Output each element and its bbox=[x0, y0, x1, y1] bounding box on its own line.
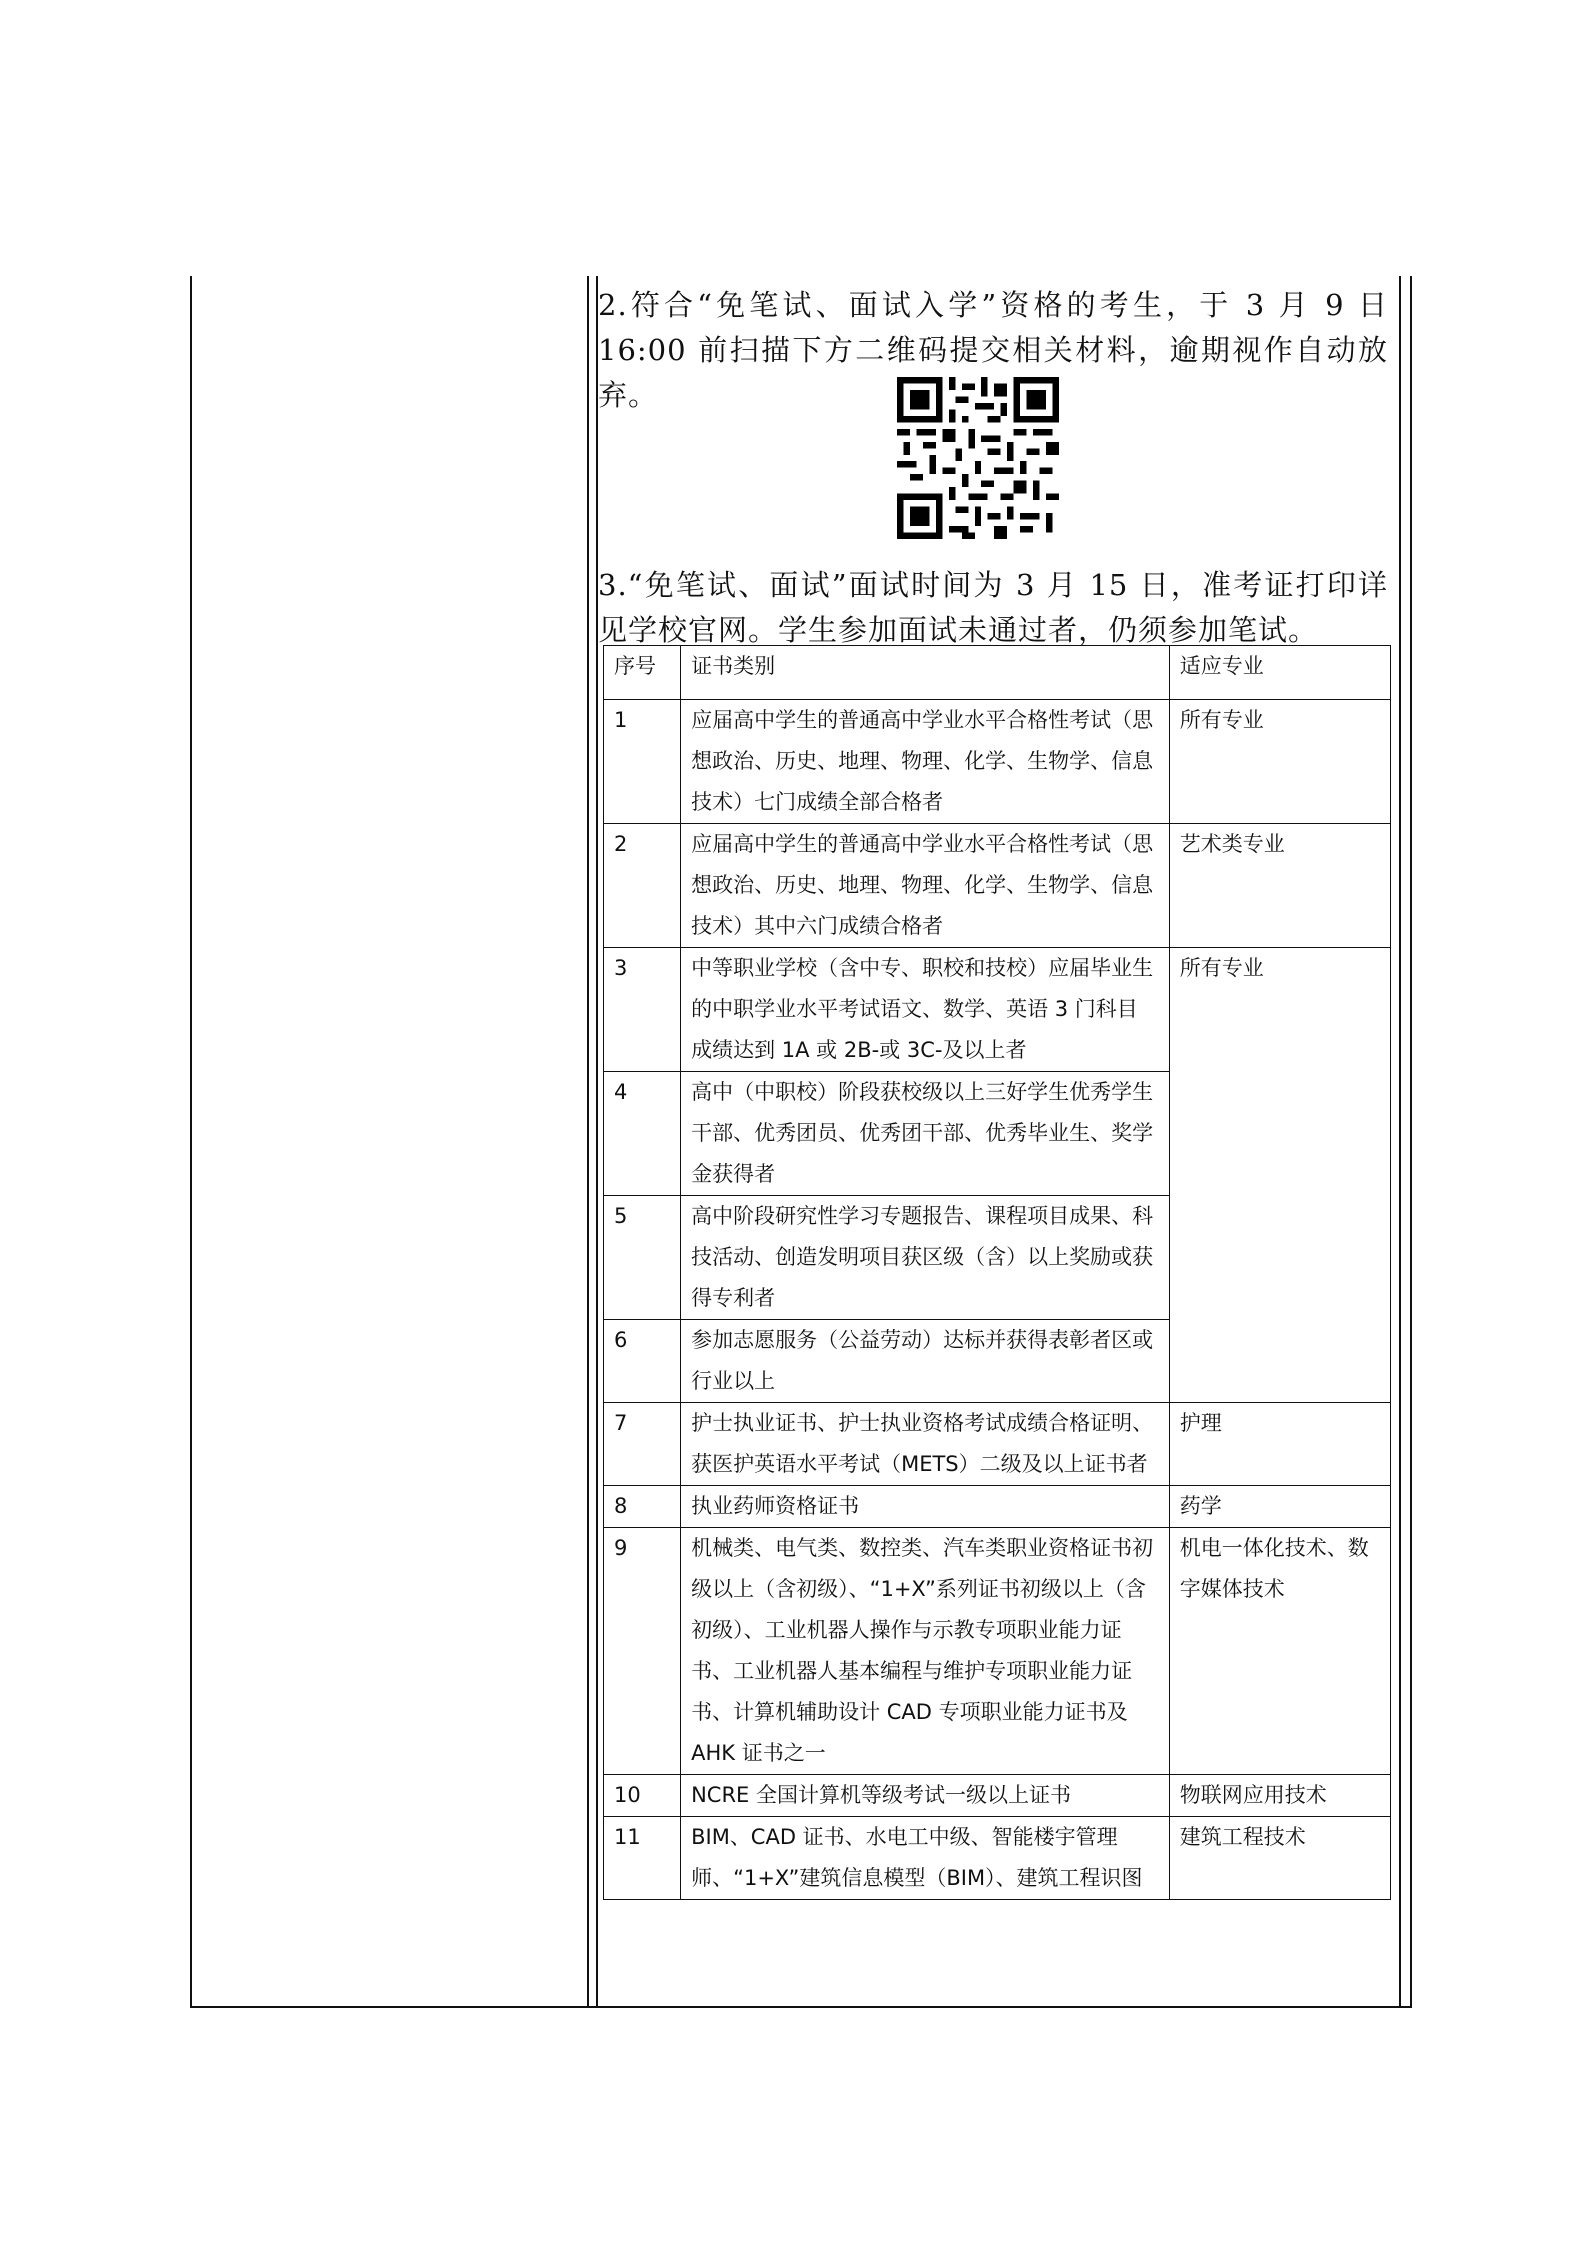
row-major: 所有专业 bbox=[1169, 700, 1390, 824]
row-category: BIM、CAD 证书、水电工中级、智能楼宇管理师、“1+X”建筑信息模型（BIM）、建筑工程识图 bbox=[681, 1817, 1170, 1900]
certificate-table bbox=[603, 645, 1391, 1900]
row-no: 7 bbox=[604, 1403, 681, 1486]
row-major: 艺术类专业 bbox=[1169, 824, 1390, 948]
header-no: 序号 bbox=[604, 646, 681, 700]
row-category: 高中阶段研究性学习专题报告、课程项目成果、科技活动、创造发明项目获区级（含）以上奖励或获得专利者 bbox=[681, 1196, 1170, 1320]
row-major: 物联网应用技术 bbox=[1169, 1775, 1390, 1817]
row-no: 11 bbox=[604, 1817, 681, 1900]
column-divider bbox=[1399, 276, 1401, 2006]
header-major: 适应专业 bbox=[1169, 646, 1390, 700]
row-category: 高中（中职校）阶段获校级以上三好学生优秀学生干部、优秀团员、优秀团干部、优秀毕业生、奖学金获得者 bbox=[681, 1072, 1170, 1196]
row-major: 所有专业 bbox=[1169, 948, 1390, 1403]
table-row bbox=[604, 824, 1391, 948]
table-row bbox=[604, 948, 1391, 1072]
row-category: 中等职业学校（含中专、职校和技校）应届毕业生的中职学业水平考试语文、数学、英语 3 门科目成绩达到 1A 或 2B-或 3C-及以上者 bbox=[681, 948, 1170, 1072]
row-category: 执业药师资格证书 bbox=[681, 1486, 1170, 1528]
table-row bbox=[604, 1486, 1391, 1528]
row-no: 6 bbox=[604, 1320, 681, 1403]
table-row bbox=[604, 1817, 1391, 1900]
table-row bbox=[604, 1528, 1391, 1775]
instruction-paragraph-2: 2.符合“免笔试、面试入学”资格的考生，于 3 月 9 日 16:00 前扫描下方二维码提交相关材料，逾期视作自动放弃。 bbox=[598, 288, 1388, 412]
table-row bbox=[604, 1403, 1391, 1486]
column-divider bbox=[587, 276, 589, 2006]
table-row bbox=[604, 700, 1391, 824]
row-no: 2 bbox=[604, 824, 681, 948]
row-no: 4 bbox=[604, 1072, 681, 1196]
table-header-row bbox=[604, 646, 1391, 700]
row-major: 药学 bbox=[1169, 1486, 1390, 1528]
row-no: 1 bbox=[604, 700, 681, 824]
row-no: 9 bbox=[604, 1528, 681, 1775]
table-row bbox=[604, 1775, 1391, 1817]
row-category: 应届高中学生的普通高中学业水平合格性考试（思想政治、历史、地理、物理、化学、生物学、信息技术）七门成绩全部合格者 bbox=[681, 700, 1170, 824]
row-no: 3 bbox=[604, 948, 681, 1072]
row-category: 参加志愿服务（公益劳动）达标并获得表彰者区或行业以上 bbox=[681, 1320, 1170, 1403]
column-divider bbox=[596, 276, 598, 2006]
row-category: 护士执业证书、护士执业资格考试成绩合格证明、获医护英语水平考试（METS）二级及以上证书者 bbox=[681, 1403, 1170, 1486]
row-no: 10 bbox=[604, 1775, 681, 1817]
qr-code-icon[interactable] bbox=[897, 377, 1059, 539]
row-no: 8 bbox=[604, 1486, 681, 1528]
row-major: 护理 bbox=[1169, 1403, 1390, 1486]
row-category: 机械类、电气类、数控类、汽车类职业资格证书初级以上（含初级）、“1+X”系列证书初级以上（含初级）、工业机器人操作与示教专项职业能力证书、工业机器人基本编程与维护专项职业能力证书、计算机辅助设计 CAD 专项职业能力证书及 AHK 证书之一 bbox=[681, 1528, 1170, 1775]
row-category: 应届高中学生的普通高中学业水平合格性考试（思想政治、历史、地理、物理、化学、生物学、信息技术）其中六门成绩合格者 bbox=[681, 824, 1170, 948]
row-no: 5 bbox=[604, 1196, 681, 1320]
header-category: 证书类别 bbox=[681, 646, 1170, 700]
row-major: 机电一体化技术、数字媒体技术 bbox=[1169, 1528, 1390, 1775]
row-category: NCRE 全国计算机等级考试一级以上证书 bbox=[681, 1775, 1170, 1817]
instruction-paragraph-3: 3.“免笔试、面试”面试时间为 3 月 15 日，准考证打印详见学校官网。学生参加面试未通过者，仍须参加笔试。 bbox=[598, 568, 1388, 647]
row-major: 建筑工程技术 bbox=[1169, 1817, 1390, 1900]
